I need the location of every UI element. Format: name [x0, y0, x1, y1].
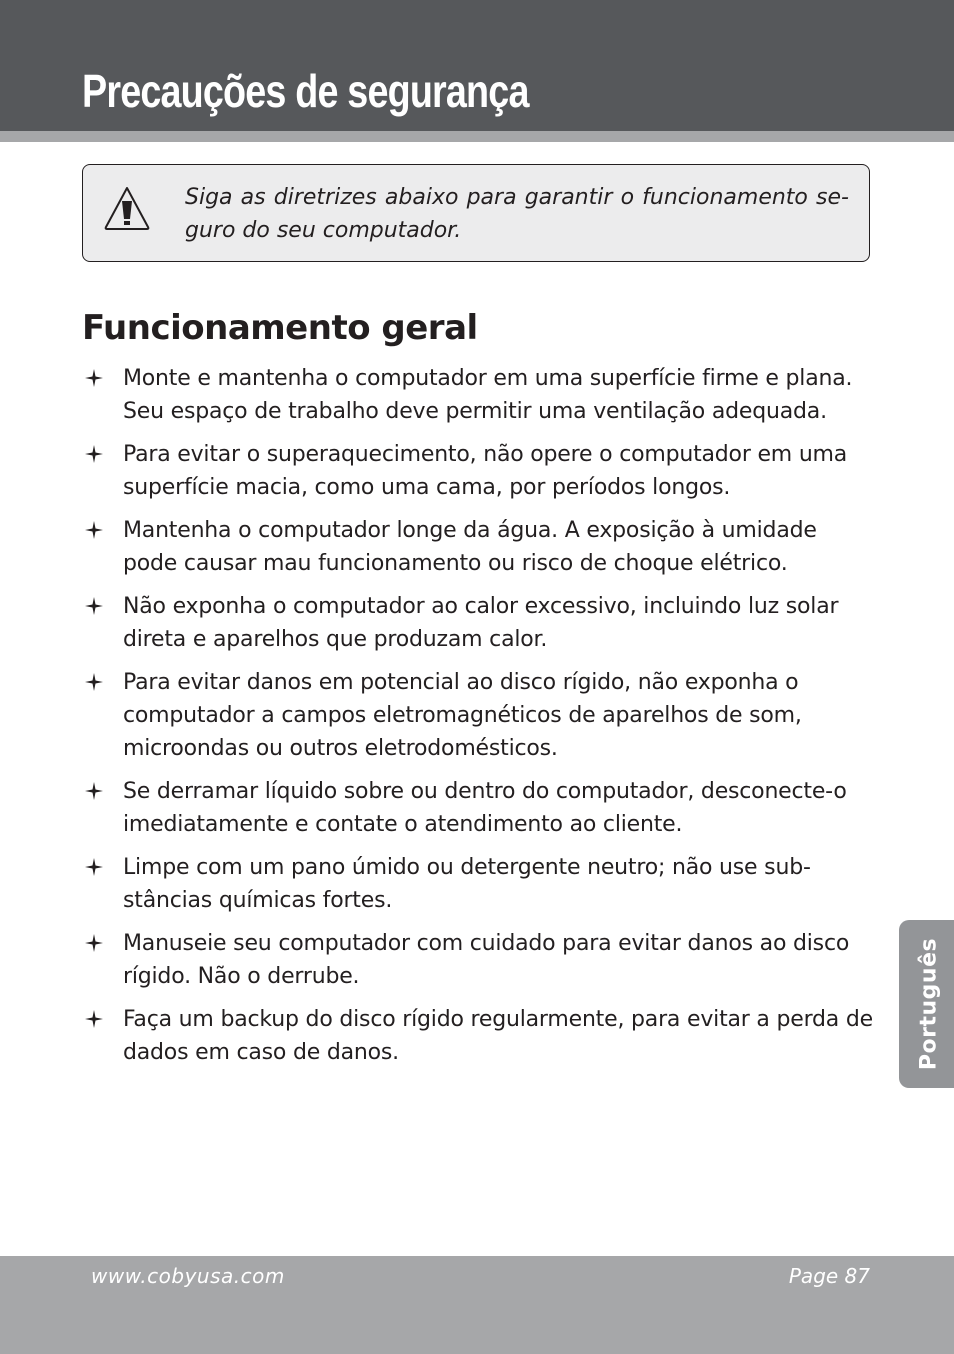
four-point-star-icon [85, 673, 103, 691]
list-item-text: Faça um backup do disco rígido regularmente, para evitar a perda de dados em caso de danos. [123, 1007, 873, 1065]
language-side-tab [899, 920, 954, 1088]
language-label: Português [916, 937, 942, 1071]
list-item-text: Para evitar o superaquecimento, não opere o computador em uma superfície macia, como uma cama, por períodos longos. [123, 442, 848, 500]
list-item-text: Se derramar líquido sobre ou dentro do computador, desconecte-o imediatamente e contate o atendimento ao cliente. [123, 779, 847, 837]
page-footer [0, 1256, 954, 1354]
warning-triangle-icon [103, 185, 151, 231]
list-item [82, 514, 874, 580]
four-point-star-icon [85, 934, 103, 952]
page-number: Page 87 [788, 1264, 870, 1288]
page-header [0, 0, 954, 131]
list-item [82, 927, 874, 993]
list-item-text: Não exponha o computador ao calor excessivo, incluindo luz solar direta e aparelhos que produzam calor. [123, 594, 839, 652]
list-item [82, 851, 874, 917]
list-item [82, 590, 874, 656]
four-point-star-icon [85, 521, 103, 539]
page-title: Precauções de segurança [82, 65, 529, 117]
four-point-star-icon [85, 445, 103, 463]
list-item [82, 775, 874, 841]
four-point-star-icon [85, 858, 103, 876]
list-item-text: Manuseie seu computador com cuidado para evitar danos ao disco rígido. Não o derrube. [123, 931, 850, 989]
precaution-list [82, 362, 874, 1079]
safety-notice-box [82, 164, 870, 262]
four-point-star-icon [85, 597, 103, 615]
list-item [82, 666, 874, 765]
notice-text: Siga as diretrizes abaixo para garantir o funcionamento se-guro do seu computador. [185, 185, 849, 243]
section-title: Funcionamento geral [82, 308, 478, 348]
list-item [82, 362, 874, 428]
four-point-star-icon [85, 1010, 103, 1028]
list-item-text: Monte e mantenha o computador em uma superfície firme e plana. Seu espaço de trabalho deve permitir uma ventilação adequada. [123, 366, 853, 424]
four-point-star-icon [85, 369, 103, 387]
footer-url: www.cobyusa.com [91, 1264, 285, 1288]
four-point-star-icon [85, 782, 103, 800]
header-stripe [0, 131, 954, 142]
list-item-text: Para evitar danos em potencial ao disco rígido, não exponha o computador a campos eletromagnéticos de aparelhos de som, microondas ou outros eletrodomésticos. [123, 670, 802, 761]
list-item [82, 438, 874, 504]
list-item-text: Mantenha o computador longe da água. A exposição à umidade pode causar mau funcionamento ou risco de choque elétrico. [123, 518, 817, 576]
list-item [82, 1003, 874, 1069]
list-item-text: Limpe com um pano úmido ou detergente neutro; não use sub-stâncias químicas fortes. [123, 855, 811, 913]
